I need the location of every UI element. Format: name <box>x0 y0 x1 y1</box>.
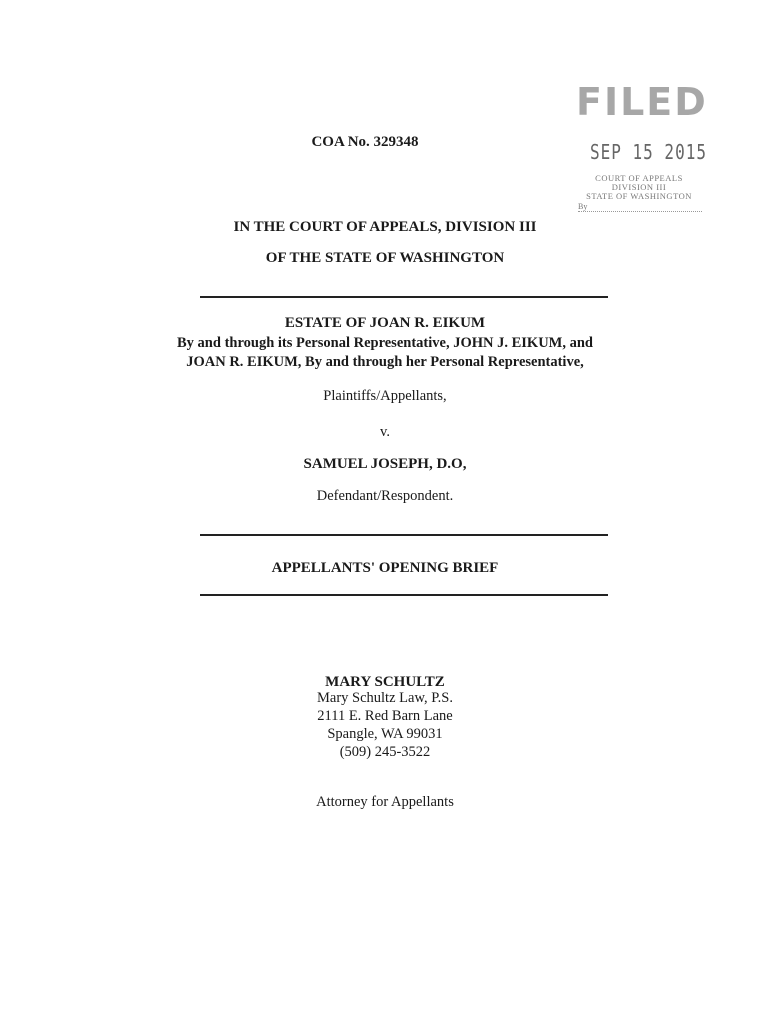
divider-rule-2 <box>200 534 608 536</box>
divider-rule-3 <box>200 594 608 596</box>
versus-text: v. <box>380 424 390 440</box>
stamp-court-line: COURT OF APPEALS <box>595 173 683 183</box>
court-heading-line2: OF THE STATE OF WASHINGTON <box>265 250 505 266</box>
plaintiff-role: Plaintiffs/Appellants, <box>323 388 447 404</box>
attorney-name: MARY SCHULTZ <box>325 674 445 690</box>
attorney-firm: Mary Schultz Law, P.S. <box>317 690 453 706</box>
divider-rule-1 <box>200 296 608 298</box>
stamp-date: SEP 15 2015 <box>590 140 707 164</box>
stamp-state-line: STATE OF WASHINGTON <box>586 191 692 201</box>
attorney-phone: (509) 245-3522 <box>339 744 431 760</box>
case-number: COA No. 329348 <box>311 134 419 150</box>
plaintiff-line-2: By and through its Personal Representative, JOHN J. EIKUM, and <box>177 335 593 351</box>
filed-stamp <box>562 80 722 230</box>
defendant-name: SAMUEL JOSEPH, D.O, <box>303 456 467 472</box>
attorney-street: 2111 E. Red Barn Lane <box>317 708 453 724</box>
stamp-by-line: By <box>578 202 702 212</box>
stamp-division-line: DIVISION III <box>611 182 667 192</box>
attorney-city: Spangle, WA 99031 <box>327 726 443 742</box>
plaintiff-line-3: JOAN R. EIKUM, By and through her Personal Representative, <box>186 354 584 370</box>
defendant-role: Defendant/Respondent. <box>316 488 454 504</box>
plaintiff-title: ESTATE OF JOAN R. EIKUM <box>284 315 486 331</box>
attorney-role: Attorney for Appellants <box>316 794 454 810</box>
court-heading-line1: IN THE COURT OF APPEALS, DIVISION III <box>233 219 537 235</box>
stamp-filed-text: FILED <box>576 80 708 124</box>
brief-title: APPELLANTS' OPENING BRIEF <box>271 560 499 576</box>
